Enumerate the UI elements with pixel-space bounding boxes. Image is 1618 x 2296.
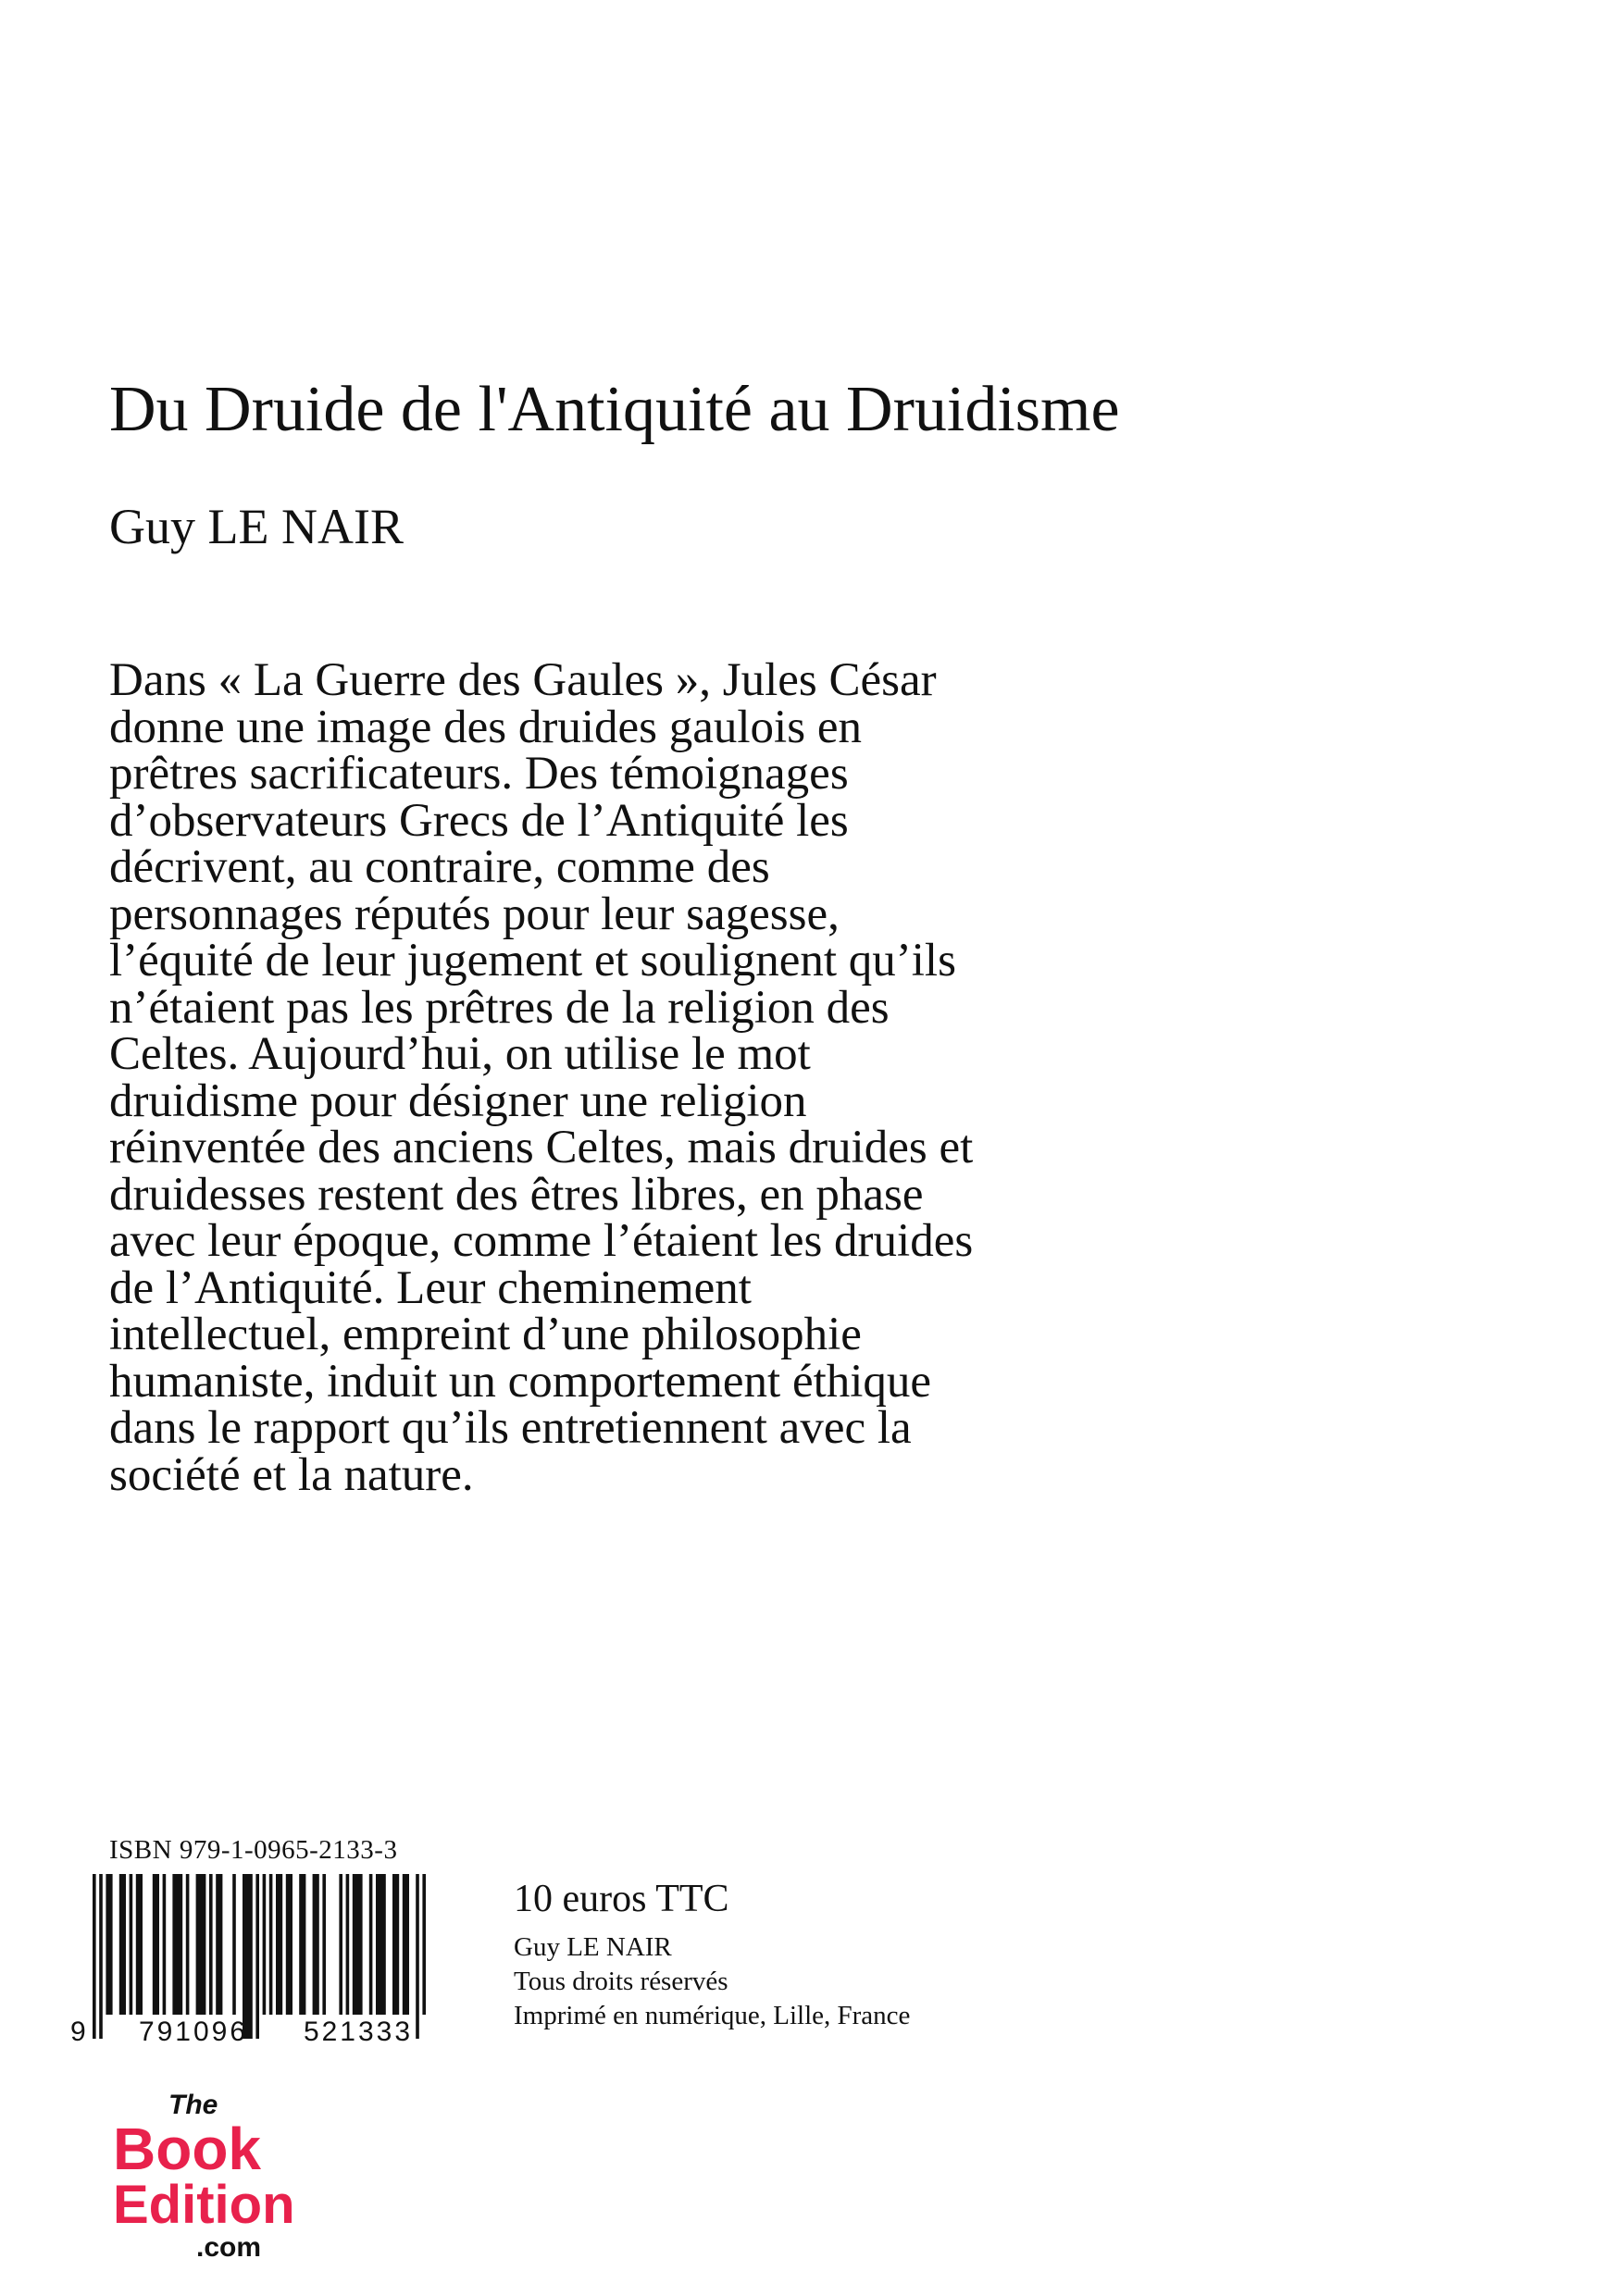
blurb-line: l’équité de leur jugement et soulignent qu’ils (109, 935, 956, 987)
imprint-printer: Imprimé en numérique, Lille, France (514, 2001, 911, 2030)
logo-edition: Edition (113, 2175, 295, 2235)
book-author: Guy LE NAIR (109, 499, 404, 554)
barcode-bar (403, 1874, 409, 2015)
blurb-line: personnages réputés pour leur sagesse, (109, 887, 840, 940)
blurb-line: décrivent, au contraire, comme des (109, 841, 770, 893)
back-cover-blurb (109, 654, 1238, 1501)
blurb-line: druidisme pour désigner une religion (109, 1074, 807, 1127)
barcode-bar (422, 1874, 426, 2015)
blurb-line: intellectuel, empreint d’une philosophie (109, 1309, 862, 1360)
barcode-bar (255, 1874, 259, 2039)
barcode-bar (99, 1874, 103, 2039)
blurb-line: druidesses restent des êtres libres, en phase (109, 1168, 924, 1221)
barcode-bar (232, 1874, 236, 2015)
barcode-bar (369, 1874, 373, 2015)
barcode-bar (186, 1874, 190, 2015)
barcode-bar (136, 1874, 143, 2015)
blurb-line: de l’Antiquité. Leur cheminement (109, 1261, 752, 1314)
barcode-bar (93, 1874, 96, 2039)
barcode-bar (416, 1874, 419, 2039)
barcode-first-digit: 9 (70, 2017, 86, 2045)
imprint-author: Guy LE NAIR (514, 1932, 672, 1962)
barcode-bar (243, 1874, 253, 2039)
barcode-bar (153, 1874, 159, 2015)
blurb-line: prêtres sacrificateurs. Des témoignages (109, 748, 849, 800)
isbn-label: ISBN 979-1-0965-2133-3 (109, 1835, 398, 1865)
blurb-line: dans le rapport qu’ils entretiennent avec la (109, 1402, 912, 1454)
publisher-logo (111, 2082, 333, 2267)
blurb-line: n’étaient pas les prêtres de la religion des (109, 981, 890, 1034)
imprint-rights: Tous droits réservés (514, 1967, 728, 1996)
price-label: 10 euros TTC (514, 1878, 729, 1920)
barcode-left-digits: 791096 (138, 2017, 249, 2045)
logo-book: Book (113, 2116, 261, 2182)
book-title: Du Druide de l'Antiquité au Druidisme (109, 374, 1120, 445)
barcode-bar (376, 1874, 386, 2015)
barcode-bar (269, 1874, 273, 2015)
barcode-bar (172, 1874, 182, 2015)
blurb-line: d’observateurs Grecs de l’Antiquité les (109, 794, 849, 847)
barcode-bar (299, 1874, 305, 2015)
barcode-bar (286, 1874, 292, 2015)
barcode-bar (163, 1874, 167, 2015)
barcode-bar (276, 1874, 282, 2015)
barcode-bar (353, 1874, 363, 2015)
barcode-bar (130, 1874, 133, 2015)
barcode-right-digits: 521333 (303, 2017, 414, 2045)
blurb-line: avec leur époque, comme l’étaient les druides (109, 1215, 974, 1267)
barcode-bar (106, 1874, 112, 2015)
blurb-line: humaniste, induit un comportement éthique (109, 1355, 932, 1408)
barcode-bar (263, 1874, 267, 2015)
barcode-bar (392, 1874, 399, 2015)
barcode-bar (216, 1874, 222, 2015)
isbn-barcode (65, 1874, 454, 2045)
blurb-line: donne une image des druides gaulois en (109, 701, 862, 753)
logo-dotcom: .com (196, 2232, 262, 2263)
barcode-bar (346, 1874, 350, 2015)
blurb-line: Dans « La Guerre des Gaules », Jules César (109, 654, 937, 706)
logo-the: The (168, 2090, 218, 2120)
blurb-line: société et la nature. (109, 1448, 474, 1501)
imprint-block (514, 1930, 910, 2033)
barcode-bars (93, 1874, 426, 2039)
barcode-bar (196, 1874, 206, 2015)
blurb-line: réinventée des anciens Celtes, mais druides et (109, 1122, 974, 1173)
barcode-bar (339, 1874, 342, 2015)
barcode-bar (322, 1874, 326, 2015)
blurb-line: Celtes. Aujourd’hui, on utilise le mot (109, 1028, 811, 1080)
barcode-bar (209, 1874, 213, 2015)
barcode-bar (119, 1874, 126, 2015)
barcode-bar (313, 1874, 319, 2015)
